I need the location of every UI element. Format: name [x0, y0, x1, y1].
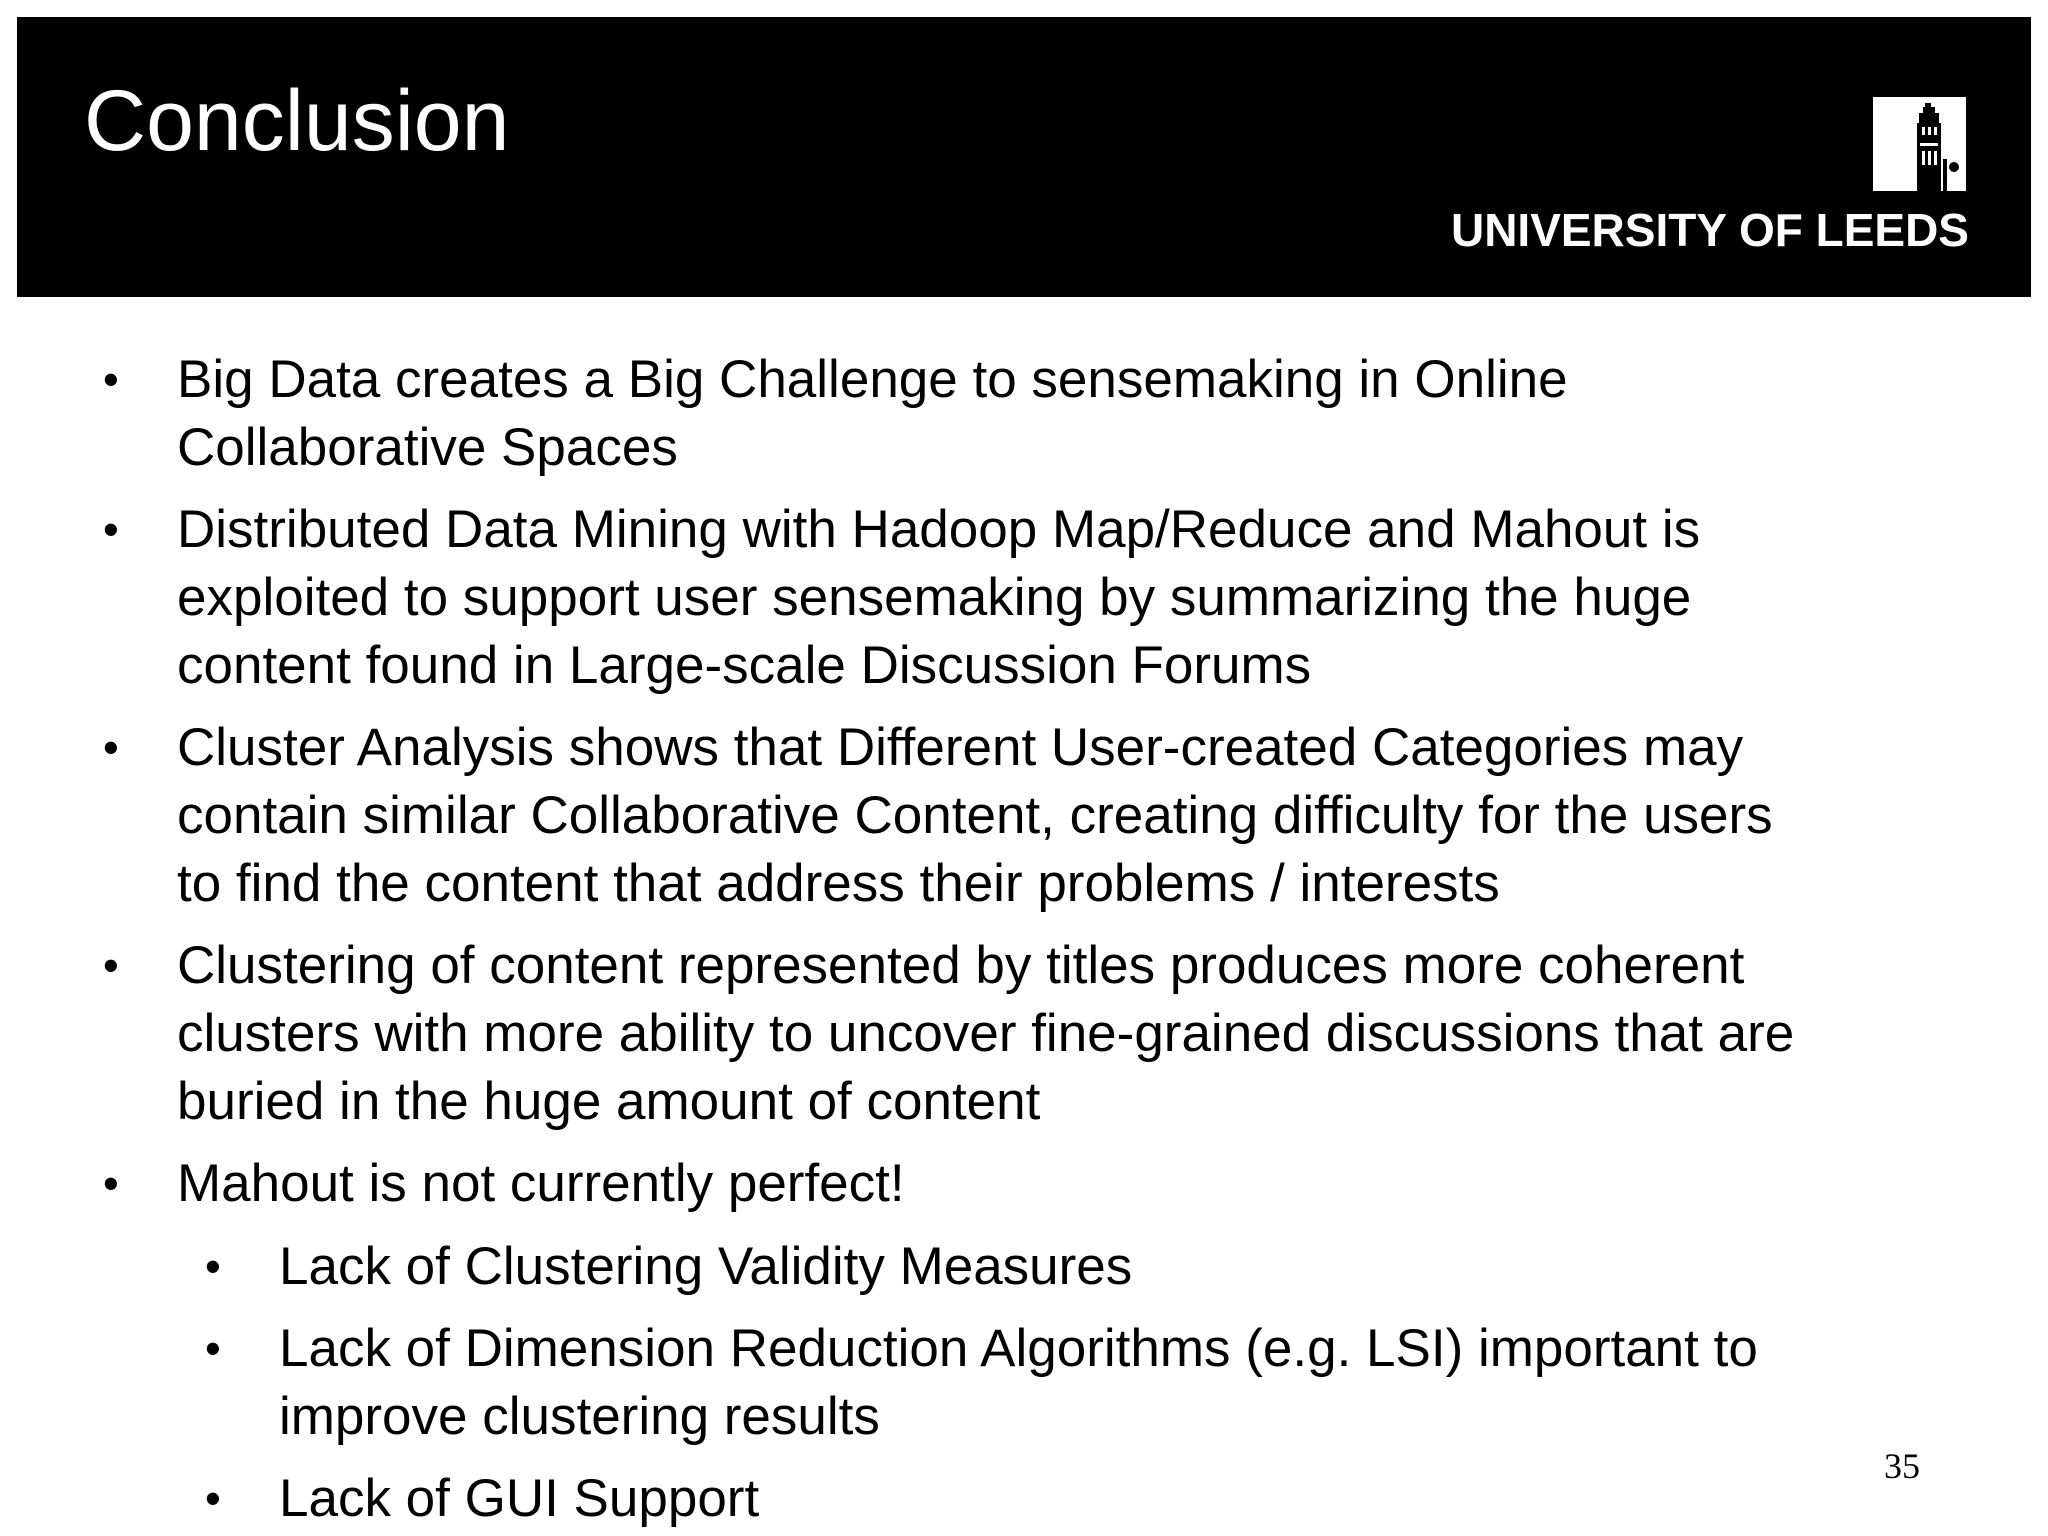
bullet-dot: •: [103, 504, 119, 555]
bullet-item: [103, 714, 1903, 918]
bullet-text: [177, 714, 1773, 918]
bullet-dot: •: [205, 1323, 221, 1374]
bullet-text: [177, 932, 1794, 1136]
bullet-dot: •: [205, 1473, 221, 1524]
slide-title: Conclusion: [84, 73, 510, 169]
university-tower-icon: [1873, 97, 1966, 191]
bullet-line: improve clustering results: [279, 1387, 880, 1446]
bullet-dot: •: [205, 1241, 221, 1292]
bullet-line: Clustering of content represented by titles produces more coherent: [177, 936, 1745, 995]
bullet-line: content found in Large-scale Discussion Forums: [177, 636, 1312, 695]
bullet-dot: •: [103, 940, 119, 991]
sub-bullet-text: [279, 1315, 1758, 1451]
bullet-line: to find the content that address their problems / interests: [177, 854, 1500, 913]
page-number: 35: [1884, 1446, 1920, 1486]
bullet-text: [177, 346, 1568, 482]
sub-bullet-item: [205, 1315, 1905, 1451]
bullet-line: Big Data creates a Big Challenge to sensemaking in Online: [177, 350, 1568, 409]
bullet-dot: •: [103, 354, 119, 405]
bullet-line: Cluster Analysis shows that Different User-created Categories may: [177, 718, 1744, 777]
bullet-line: Mahout is not currently perfect!: [177, 1154, 905, 1213]
bullet-line: Lack of GUI Support: [279, 1469, 760, 1528]
bullet-line: Collaborative Spaces: [177, 418, 678, 477]
bullet-line: exploited to support user sensemaking by summarizing the huge: [177, 568, 1692, 627]
bullet-line: Lack of Dimension Reduction Algorithms (e.g. LSI) important to: [279, 1319, 1758, 1378]
bullet-line: Distributed Data Mining with Hadoop Map/Reduce and Mahout is: [177, 500, 1701, 559]
bullet-item: [103, 346, 1903, 482]
sub-bullet-item: [205, 1233, 1905, 1301]
sub-bullet-text: [279, 1465, 759, 1533]
bullet-line: Lack of Clustering Validity Measures: [279, 1237, 1133, 1296]
bullet-dot: •: [103, 722, 119, 773]
university-logo-text: UNIVERSITY OF LEEDS: [1450, 204, 1969, 256]
bullet-line: contain similar Collaborative Content, creating difficulty for the users: [177, 786, 1773, 845]
bullet-text: [177, 496, 1700, 700]
sub-bullet-text: [279, 1233, 1132, 1301]
bullet-text: [177, 1150, 905, 1218]
sub-bullet-item: [205, 1465, 1905, 1533]
bullet-line: clusters with more ability to uncover fine-grained discussions that are: [177, 1004, 1795, 1063]
bullet-item: [103, 1150, 1903, 1218]
bullet-item: [103, 932, 1903, 1136]
bullet-dot: •: [103, 1158, 119, 1209]
bullet-item: [103, 496, 1903, 700]
bullet-line: buried in the huge amount of content: [177, 1072, 1041, 1131]
